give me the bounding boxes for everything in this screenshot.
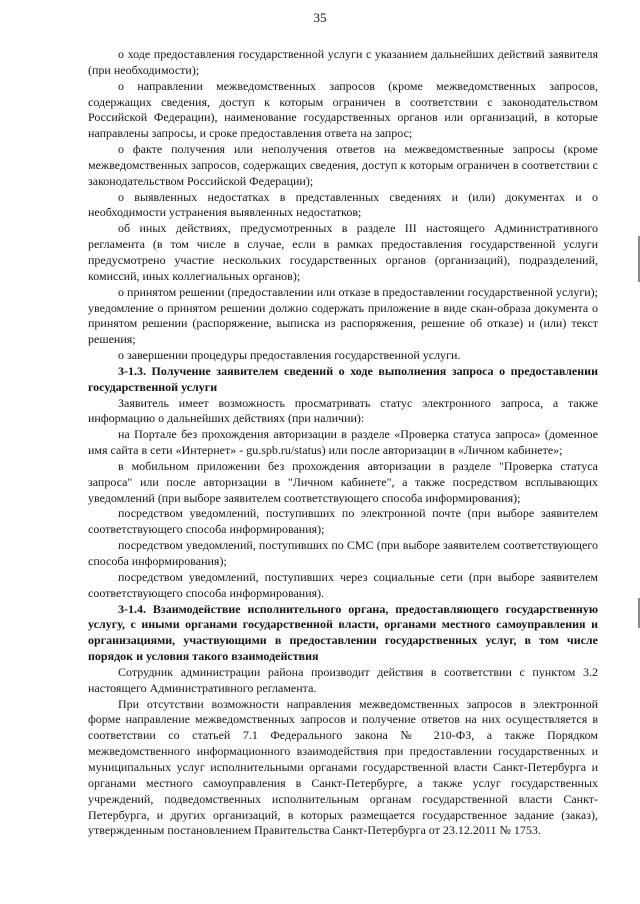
section-heading-3-1-3: 3-1.3. Получение заявителем сведений о ходе выполнения запроса о предоставлении государственной услуги (88, 363, 598, 394)
paragraph: на Портале без прохождения авторизации в разделе «Проверка статуса запроса» (доменное имя сайта в сети «Интернет» - gu.spb.ru/status) или после авторизации в «Личном кабинете»; (88, 427, 598, 458)
paragraph: посредством уведомлений, поступивших по СМС (при выборе заявителем соответствующего способа информирования); (88, 538, 598, 568)
paragraph: о выявленных недостатках в представленных сведениях и (или) документах и о необходимости устранения выявленных недостатков; (88, 189, 598, 220)
document-body (88, 47, 598, 839)
paragraph: При отсутствии возможности направления межведомственных запросов в электронной форме направление межведомственных запросов и получение ответов на них осуществляется в соответствии со статьей 7.1 Федерального закона № 210-ФЗ, а также Порядком межведомственного информационного взаимодействия при предоставлении государственных и муниципальных услуг исполнительными органами государственной власти Санкт-Петербурга и органами местного самоуправления в Санкт-Петербурге, а также услуг государственных учреждений, подведомственных исполнительным органам государственной власти Санкт-Петербурга, и других организаций, в которых размещается государственное задание (заказ), утвержденным постановлением Правительства Санкт-Петербурга от 23.12.2011 № 1753. (88, 696, 598, 838)
paragraph: посредством уведомлений, поступивших по электронной почте (при выборе заявителем соответствующего способа информирования); (88, 506, 598, 537)
paragraph: в мобильном приложении без прохождения авторизации в разделе "Проверка статуса запроса" или после авторизации в "Личном кабинете", а также посредством всплывающих уведомлений (при выборе заявителем соответствующего способа информирования); (88, 458, 598, 505)
paragraph: о завершении процедуры предоставления государственной услуги. (118, 348, 461, 363)
paragraph: о направлении межведомственных запросов (кроме межведомственных запросов, содержащих сведения, доступ к которым ограничен в соответствии с законодательством Российской Федерации), наименование государственных органов или организаций, в которые направлены запросы, и сроке предоставления ответа на запрос; (88, 78, 598, 141)
paragraph: о ходе предоставления государственной услуги с указанием дальнейших действий заявителя (при необходимости); (88, 47, 598, 77)
paragraph: Сотрудник администрации района производит действия в соответствии с пунктом 3.2 настоящего Административного регламента. (88, 664, 598, 695)
paragraph: Заявитель имеет возможность просматривать статус электронного запроса, а также информацию о дальнейших действиях (при наличии): (88, 395, 598, 426)
paragraph: о принятом решении (предоставлении или отказе в предоставлении государственной услуги); уведомление о принятом решении должно содержать приложение в виде скан-образа документа о принятом решении (распоряжение, выписка из распоряжения, решение об отказе) и (или) текст решения; (88, 284, 598, 347)
section-heading-3-1-4: 3-1.4. Взаимодействие исполнительного органа, предоставляющего государственную услугу, с иными органами государственной власти, органами местного самоуправления и организациями, участвующими в предоставлении государственных услуг, в том числе порядок и условия такого взаимодействия (88, 601, 598, 664)
page-number: 35 (313, 10, 327, 25)
paragraph: посредством уведомлений, поступивших через социальные сети (при выборе заявителем соответствующего способа информирования). (88, 569, 598, 600)
paragraph: об иных действиях, предусмотренных в разделе III настоящего Административного регламента (в том числе в случае, если в рамках предоставления государственной услуги предусмотрено участие нескольких государственных органов (организаций), подразделений, комиссий, иных коллегиальных органов); (88, 221, 598, 283)
paragraph: о факте получения или неполучения ответов на межведомственные запросы (кроме межведомственных запросов, содержащих сведения, доступ к которым ограничен в соответствии с законодательством Российской Федерации); (88, 142, 598, 188)
